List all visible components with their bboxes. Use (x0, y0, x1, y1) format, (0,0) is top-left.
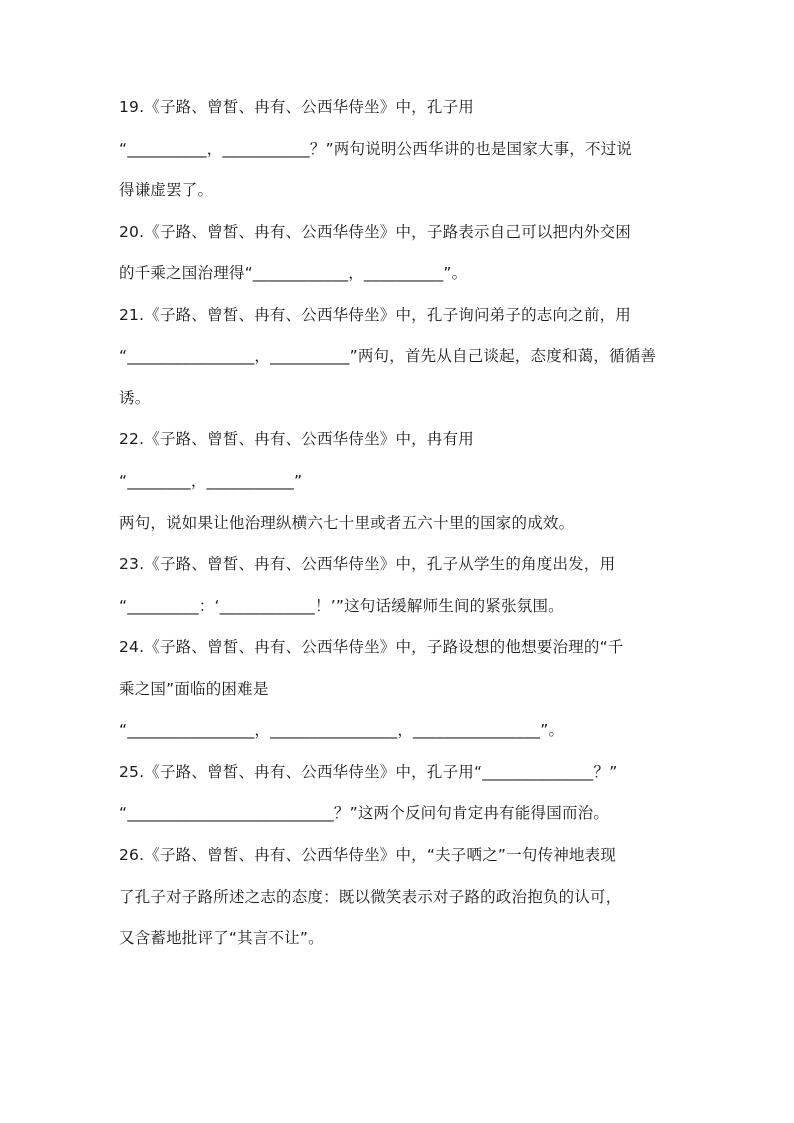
question-26-line-3: 又含蓄地批评了“其言不让”。 (119, 929, 324, 947)
question-26-line-2: 了孔子对子路所述之志的态度：既以微笑表示对子路的政治抱负的认可， (119, 888, 622, 906)
question-19-line-3: 得谦虚罢了。 (119, 181, 214, 199)
question-number: 20. (119, 223, 145, 241)
question-text: 《子路、曾皙、冉有、公西华侍坐》中，孔子从学生的角度出发，用 (144, 555, 616, 573)
question-25-line-1 (119, 762, 679, 782)
question-24-line-1 (119, 637, 679, 657)
question-23-line-2: “_________：‘____________！’”这句话缓解师生间的紧张氛围。 (119, 597, 564, 615)
question-24-line-2: 乘之国”面临的困难是 (119, 680, 269, 698)
question-24-line-3: “________________，________________，________________”。 (119, 721, 565, 739)
question-text: 《子路、曾皙、冉有、公西华侍坐》中，冉有用 (144, 430, 474, 448)
question-22-line-2: “________，___________” (119, 472, 303, 490)
question-number: 21. (119, 306, 145, 324)
question-19-line-1 (119, 97, 679, 117)
question-number: 24. (119, 638, 145, 656)
question-number: 23. (119, 555, 145, 573)
question-number: 26. (119, 846, 145, 864)
question-text: 《子路、曾皙、冉有、公西华侍坐》中，孔子用“______________？” (144, 763, 618, 781)
question-text: 《子路、曾皙、冉有、公西华侍坐》中，孔子用 (144, 98, 474, 116)
question-25-line-2: “__________________________？”这两个反问句肯定冉有能得国而治。 (119, 804, 610, 822)
question-22-line-1 (119, 429, 679, 449)
question-text: 《子路、曾皙、冉有、公西华侍坐》中，子路设想的他想要治理的“千 (144, 638, 624, 656)
question-text: 《子路、曾皙、冉有、公西华侍坐》中，“夫子哂之”一句传神地表现 (144, 846, 617, 864)
question-text: 《子路、曾皙、冉有、公西华侍坐》中，子路表示自己可以把内外交困 (144, 223, 631, 241)
question-20-line-2: 的千乘之国治理得“____________，__________”。 (119, 264, 468, 282)
question-26-line-1 (119, 845, 679, 865)
question-21-line-3: 诱。 (119, 389, 151, 407)
question-text: 《子路、曾皙、冉有、公西华侍坐》中，孔子询问弟子的志向之前，用 (144, 306, 631, 324)
question-number: 22. (119, 430, 145, 448)
question-number: 25. (119, 763, 145, 781)
question-number: 19. (119, 98, 145, 116)
question-21-line-2: “________________，__________”两句，首先从自己谈起，态度和蔼，循循善 (119, 347, 657, 365)
question-20-line-1 (119, 222, 679, 242)
question-21-line-1 (119, 305, 679, 325)
question-23-line-1 (119, 554, 679, 574)
question-19-line-2: “__________，___________？”两句说明公西华讲的也是国家大事，不过说 (119, 140, 633, 158)
question-22-line-3: 两句，说如果让他治理纵横六七十里或者五六十里的国家的成效。 (119, 514, 575, 532)
